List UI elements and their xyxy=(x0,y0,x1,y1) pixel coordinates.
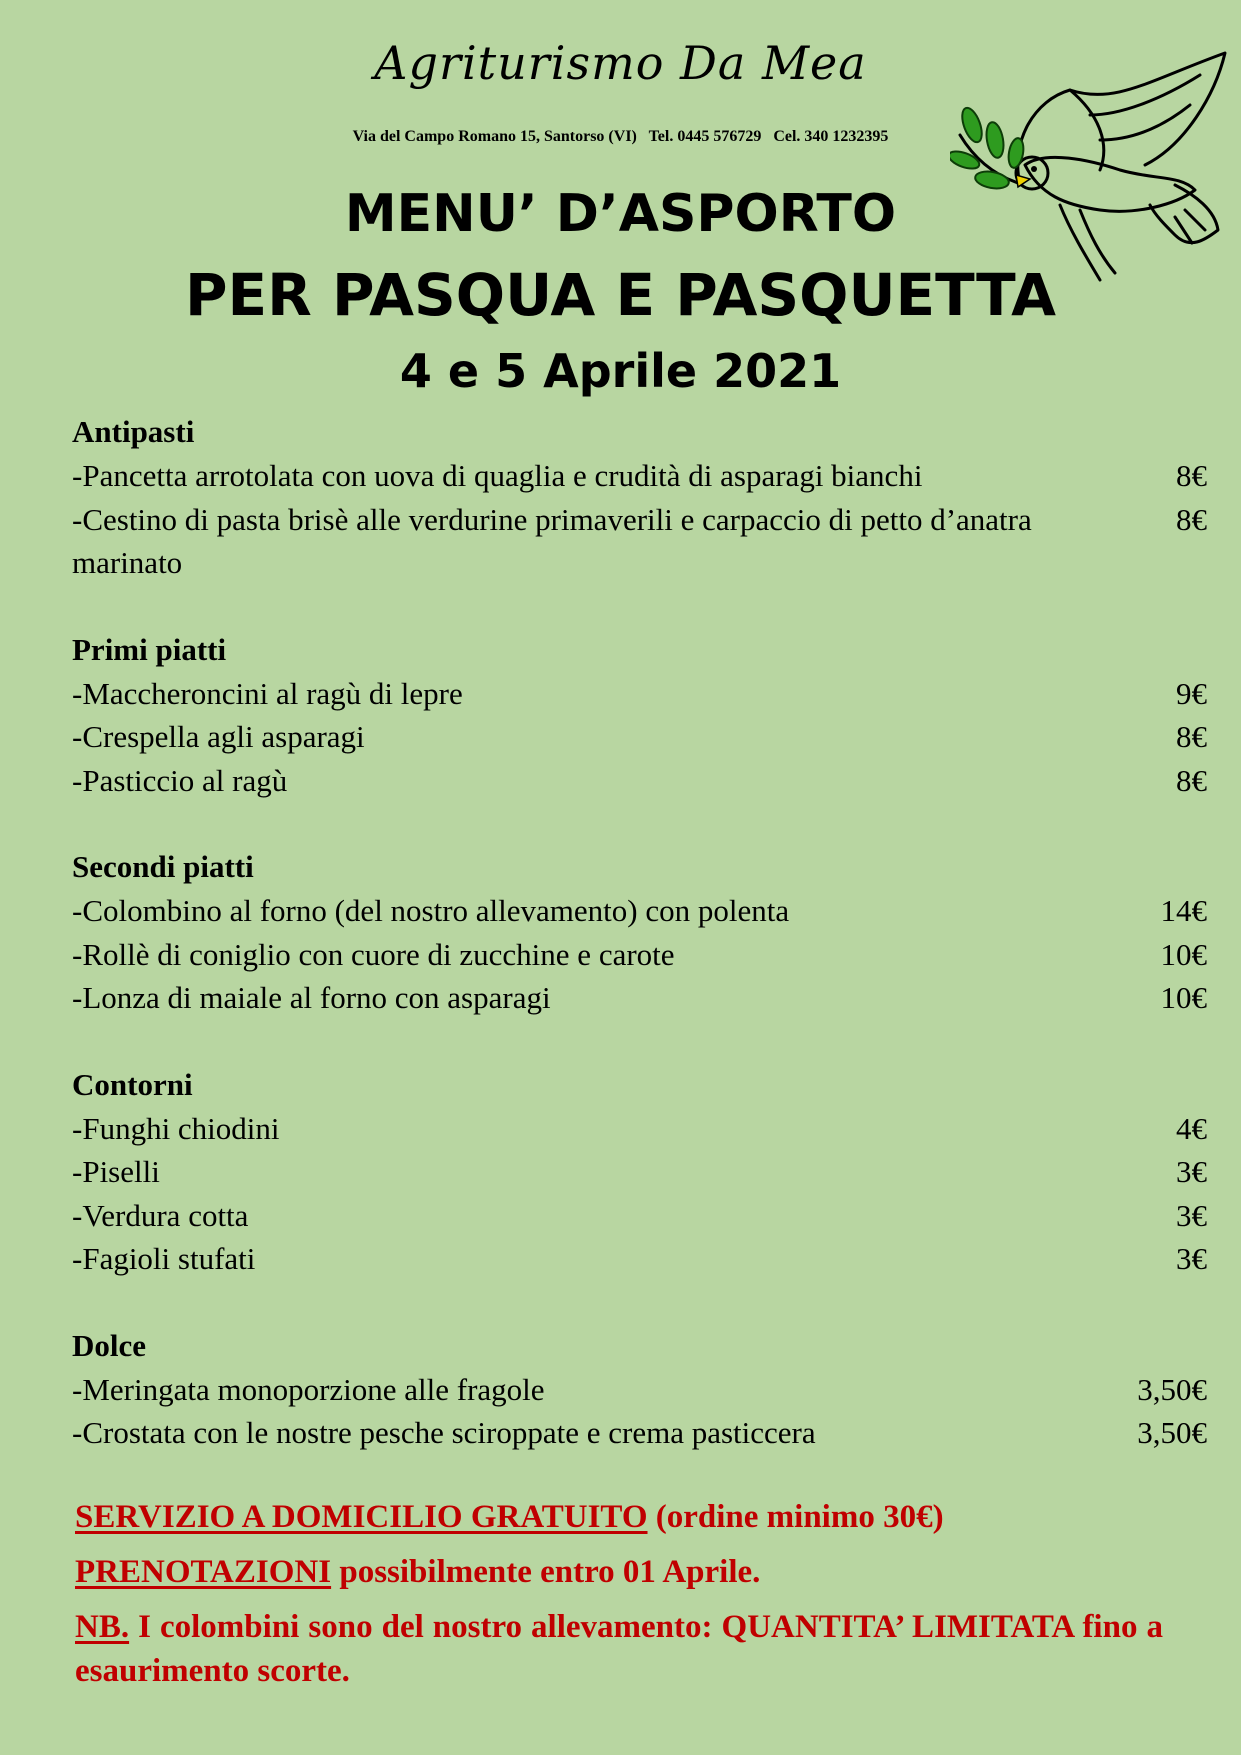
menu-item-price: 3,50€ xyxy=(1137,1415,1207,1450)
menu-item xyxy=(72,672,1207,716)
title-date: 4 e 5 Aprile 2021 xyxy=(399,344,842,398)
nb-text: I colombini sono del nostro allevamento: QUANTITA’ LIMITATA fino a esaurimento scorte. xyxy=(75,1609,1163,1689)
menu-item xyxy=(72,454,1207,498)
menu-item-price: 8€ xyxy=(1176,762,1207,798)
menu-item-price: 4€ xyxy=(1176,1110,1207,1146)
brand-name: Agriturismo Da Mea xyxy=(374,36,867,90)
menu-item xyxy=(72,759,1207,803)
menu-item-name: -Cestino di pasta brisè alle verdurine primaverili e carpaccio di petto d’anatra marinato xyxy=(72,501,1032,580)
menu-item-price: 3€ xyxy=(1176,1197,1207,1233)
section-heading: Secondi piatti xyxy=(72,849,254,884)
menu-item-price: 10€ xyxy=(1160,936,1207,972)
menu-item xyxy=(72,1194,1207,1238)
nb-note xyxy=(75,1605,1163,1693)
menu-item-name: -Crostata con le nostre pesche sciroppate e crema pasticcera xyxy=(72,1415,816,1450)
menu-item-name: -Pasticcio al ragù xyxy=(72,762,288,798)
menu-item-name: -Pancetta arrotolata con uova di quaglia e crudità di asparagi bianchi xyxy=(72,458,923,493)
section-spacer xyxy=(72,1020,1207,1063)
menu-item-name: -Rollè di coniglio con cuore di zucchine e carote xyxy=(72,936,675,972)
menu-item-name: -Piselli xyxy=(72,1154,160,1189)
section-spacer xyxy=(72,585,1207,628)
section-spacer xyxy=(72,1281,1207,1324)
booking-note xyxy=(75,1550,1163,1594)
menu-item xyxy=(72,1411,1207,1455)
menu-item-price: 3€ xyxy=(1176,1241,1207,1276)
section-heading: Antipasti xyxy=(72,414,195,449)
notes xyxy=(75,1495,1163,1693)
menu-item xyxy=(72,1107,1207,1151)
booking-label: PRENOTAZIONI xyxy=(75,1554,332,1590)
delivery-note xyxy=(75,1495,1163,1539)
menu-item-name: -Lonza di maiale al forno con asparagi xyxy=(72,980,551,1015)
contact-address: Via del Campo Romano 15, Santorso (VI) Tel. 0445 576729 Cel. 340 1232395 xyxy=(352,128,889,145)
menu-item-name: -Verdura cotta xyxy=(72,1197,249,1233)
section-heading: Dolce xyxy=(72,1327,147,1363)
booking-text: possibilmente entro 01 Aprile. xyxy=(331,1554,761,1590)
menu-item-name: -Colombino al forno (del nostro allevamento) con polenta xyxy=(72,893,790,928)
delivery-label: SERVIZIO A DOMICILIO GRATUITO xyxy=(75,1499,648,1535)
menu-item-name: -Maccheroncini al ragù di lepre xyxy=(72,675,463,711)
menu-item-price: 14€ xyxy=(1160,893,1207,928)
menu-item xyxy=(72,498,1207,585)
title-menu-asporto: MENU’ D’ASPORTO xyxy=(344,184,897,244)
menu-item-price: 8€ xyxy=(1176,501,1207,537)
menu-item-price: 8€ xyxy=(1176,719,1207,754)
menu-item-name: -Fagioli stufati xyxy=(72,1241,256,1276)
dove-with-olive-branch-icon xyxy=(950,45,1230,285)
section-spacer xyxy=(72,802,1207,845)
title-pasqua-pasquetta: PER PASQUA E PASQUETTA xyxy=(184,261,1057,329)
menu-item xyxy=(72,715,1207,759)
nb-label: NB. xyxy=(75,1609,130,1645)
menu-item-name: -Meringata monoporzione alle fragole xyxy=(72,1371,545,1407)
menu-item-price: 10€ xyxy=(1160,980,1207,1015)
menu-item xyxy=(72,1368,1207,1412)
menu-item-name: -Funghi chiodini xyxy=(72,1110,280,1146)
menu-item xyxy=(72,933,1207,977)
menu-item-price: 9€ xyxy=(1176,675,1207,711)
menu-item-name: -Crespella agli asparagi xyxy=(72,719,365,754)
menu-item-price: 3,50€ xyxy=(1137,1371,1207,1407)
delivery-text: (ordine minimo 30€) xyxy=(647,1499,944,1535)
menu-item-price: 8€ xyxy=(1176,458,1207,493)
menu-list xyxy=(72,410,1207,1455)
menu-item-price: 3€ xyxy=(1176,1154,1207,1189)
section-heading: Contorni xyxy=(72,1066,193,1102)
section-heading: Primi piatti xyxy=(72,631,227,667)
menu-item xyxy=(72,976,1207,1020)
menu-item xyxy=(72,889,1207,933)
menu-item xyxy=(72,1237,1207,1281)
menu-item xyxy=(72,1150,1207,1194)
